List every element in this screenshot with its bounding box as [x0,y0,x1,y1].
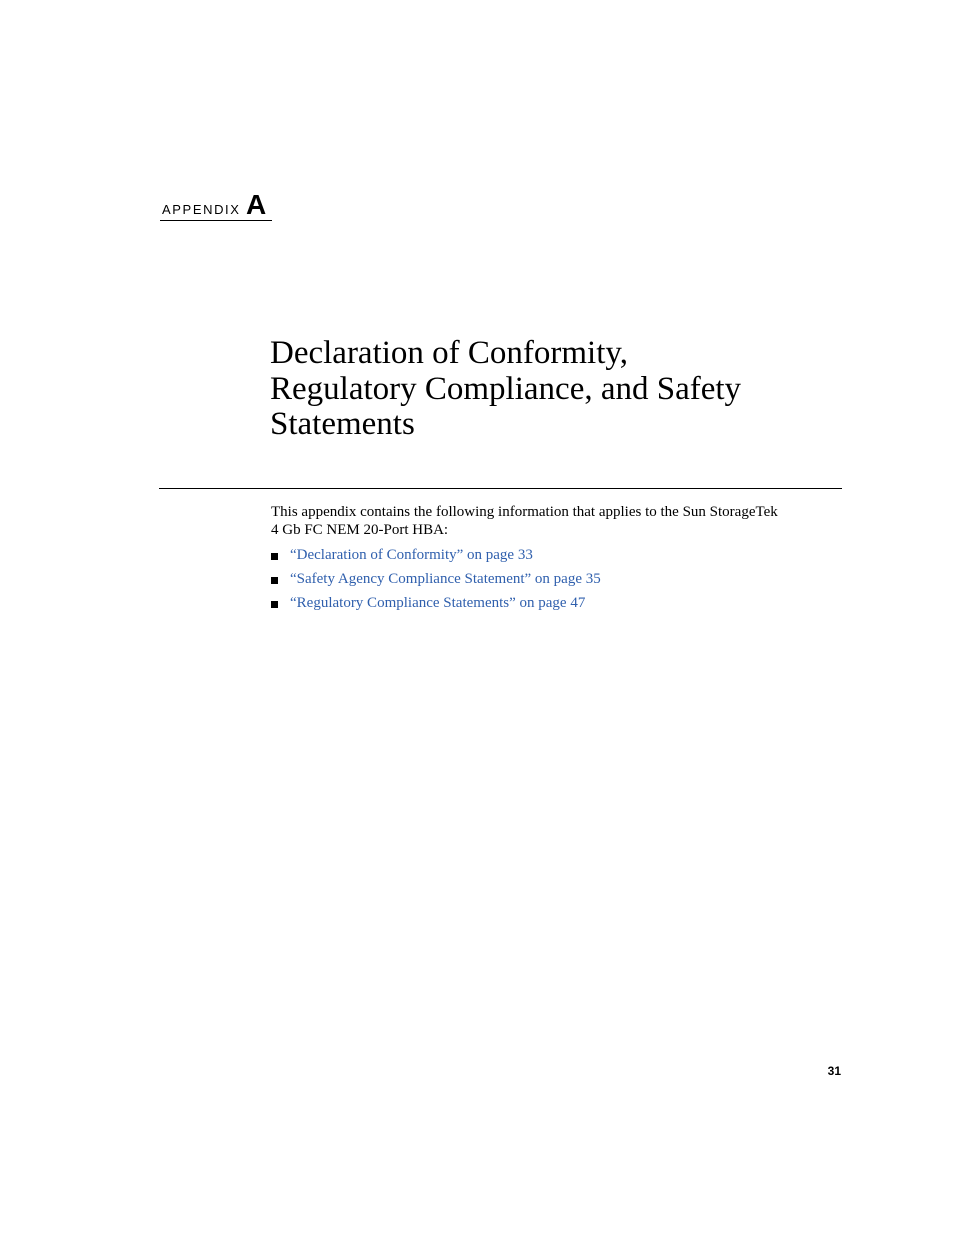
chapter-title-line: Declaration of Conformity, [270,335,629,371]
chapter-title-line: Regulatory Compliance, and Safety [270,370,742,407]
chapter-title-line: Statements [270,406,415,442]
toc-link-declaration-of-conformity[interactable]: “Declaration of Conformity” on page 33 [290,547,533,563]
title-divider [159,488,842,489]
toc-link-regulatory-compliance[interactable]: “Regulatory Compliance Statements” on page 47 [290,595,586,611]
appendix-letter: A [246,189,267,220]
toc-link-safety-agency-compliance[interactable]: “Safety Agency Compliance Statement” on page 35 [290,571,601,587]
chapter-title [270,336,850,443]
appendix-label [160,189,272,221]
intro-line: 4 Gb FC NEM 20-Port HBA: [271,521,449,538]
page-number: 31 [827,1064,841,1078]
appendix-word: APPENDIX [162,202,241,217]
square-bullet-icon [271,577,278,584]
square-bullet-icon [271,601,278,608]
intro-paragraph [271,504,851,539]
square-bullet-icon [271,553,278,560]
intro-line: This appendix contains the following information that applies to the Sun StorageTek [271,504,778,520]
